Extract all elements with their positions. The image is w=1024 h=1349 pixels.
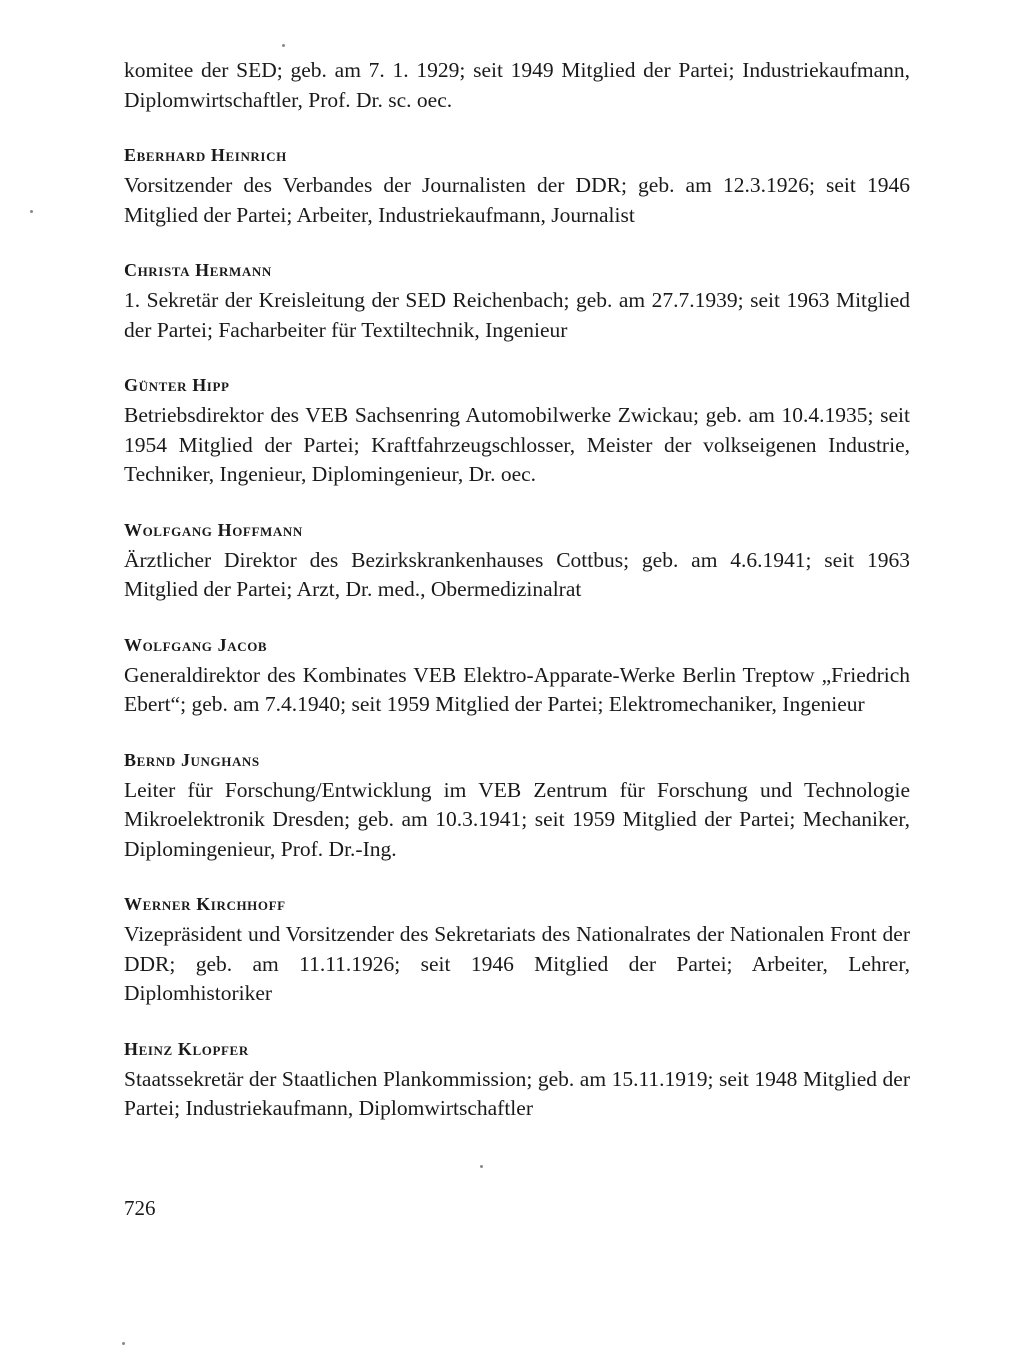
entry-hermann bbox=[124, 259, 910, 345]
entry-heinrich bbox=[124, 144, 910, 230]
entry-name: Heinz Klopfer bbox=[124, 1038, 249, 1059]
entry-text: Staatssekretär der Staatlichen Plankommission; geb. am 15.11.1919; seit 1948 Mitglied der Partei; Industriekaufmann, Diplomwirtschaftler bbox=[124, 1066, 910, 1120]
document-page bbox=[124, 56, 910, 1124]
entry-text: Betriebsdirektor des VEB Sachsenring Automobilwerke Zwickau; geb. am 10.4.1935; seit 1954 Mitglied der Partei; Kraftfahrzeugschlosser, Meister der volkseigenen Industrie, Techniker, Ingenieur, Diplomingenieur, Dr. oec. bbox=[124, 403, 910, 486]
scan-speck bbox=[30, 210, 33, 213]
entry-name: Bernd Junghans bbox=[124, 749, 260, 770]
entry-text: Vorsitzender des Verbandes der Journalisten der DDR; geb. am 12.3.1926; seit 1946 Mitglied der Partei; Arbeiter, Industriekaufmann, Journalist bbox=[124, 173, 910, 227]
entry-name: Wolfgang Hoffmann bbox=[124, 519, 303, 540]
entry-name: Werner Kirchhoff bbox=[124, 894, 286, 914]
scan-speck bbox=[282, 44, 285, 47]
entry-text: Generaldirektor des Kombinates VEB Elektro-Apparate-Werke Berlin Treptow „Friedrich Ebert“; geb. am 7.4.1940; seit 1959 Mitglied der Partei; Elektromechaniker, Ingenieur bbox=[124, 662, 910, 716]
entry-hipp bbox=[124, 374, 910, 490]
entry-name: Christa Hermann bbox=[124, 260, 272, 280]
entry-jacob bbox=[124, 634, 910, 720]
scan-speck bbox=[480, 1165, 483, 1168]
continuation-paragraph: komitee der SED; geb. am 7. 1. 1929; seit 1949 Mitglied der Partei; Industriekaufmann, Diplomwirtschaftler, Prof. Dr. sc. oec. bbox=[124, 58, 910, 112]
entry-text: Vizepräsident und Vorsitzender des Sekretariats des Nationalrates der Nationalen Front der DDR; geb. am 11.11.1926; seit 1946 Mitglied der Partei; Arbeiter, Lehrer, Diplomhistoriker bbox=[124, 922, 910, 1005]
entry-text: Leiter für Forschung/Entwicklung im VEB Zentrum für Forschung und Technologie Mikroelektronik Dresden; geb. am 10.3.1941; seit 1959 Mitglied der Partei; Mechaniker, Diplomingenieur, Prof. Dr.-Ing. bbox=[124, 777, 910, 861]
entry-junghans bbox=[124, 749, 910, 865]
entry-text: Ärztlicher Direktor des Bezirkskrankenhauses Cottbus; geb. am 4.6.1941; seit 1963 Mitglied der Partei; Arzt, Dr. med., Obermedizinalrat bbox=[124, 547, 910, 601]
scan-speck bbox=[122, 1342, 125, 1345]
entry-name: Eberhard Heinrich bbox=[124, 145, 287, 165]
entry-hoffmann bbox=[124, 519, 910, 605]
page-number: 726 bbox=[124, 1196, 156, 1220]
entry-name: Wolfgang Jacob bbox=[124, 634, 268, 655]
entry-klopfer bbox=[124, 1038, 910, 1124]
entry-name: Günter Hipp bbox=[124, 375, 230, 395]
entry-text: 1. Sekretär der Kreisleitung der SED Reichenbach; geb. am 27.7.1939; seit 1963 Mitglied der Partei; Facharbeiter für Textiltechnik, Ingenieur bbox=[124, 288, 910, 342]
entry-kirchhoff bbox=[124, 893, 910, 1009]
